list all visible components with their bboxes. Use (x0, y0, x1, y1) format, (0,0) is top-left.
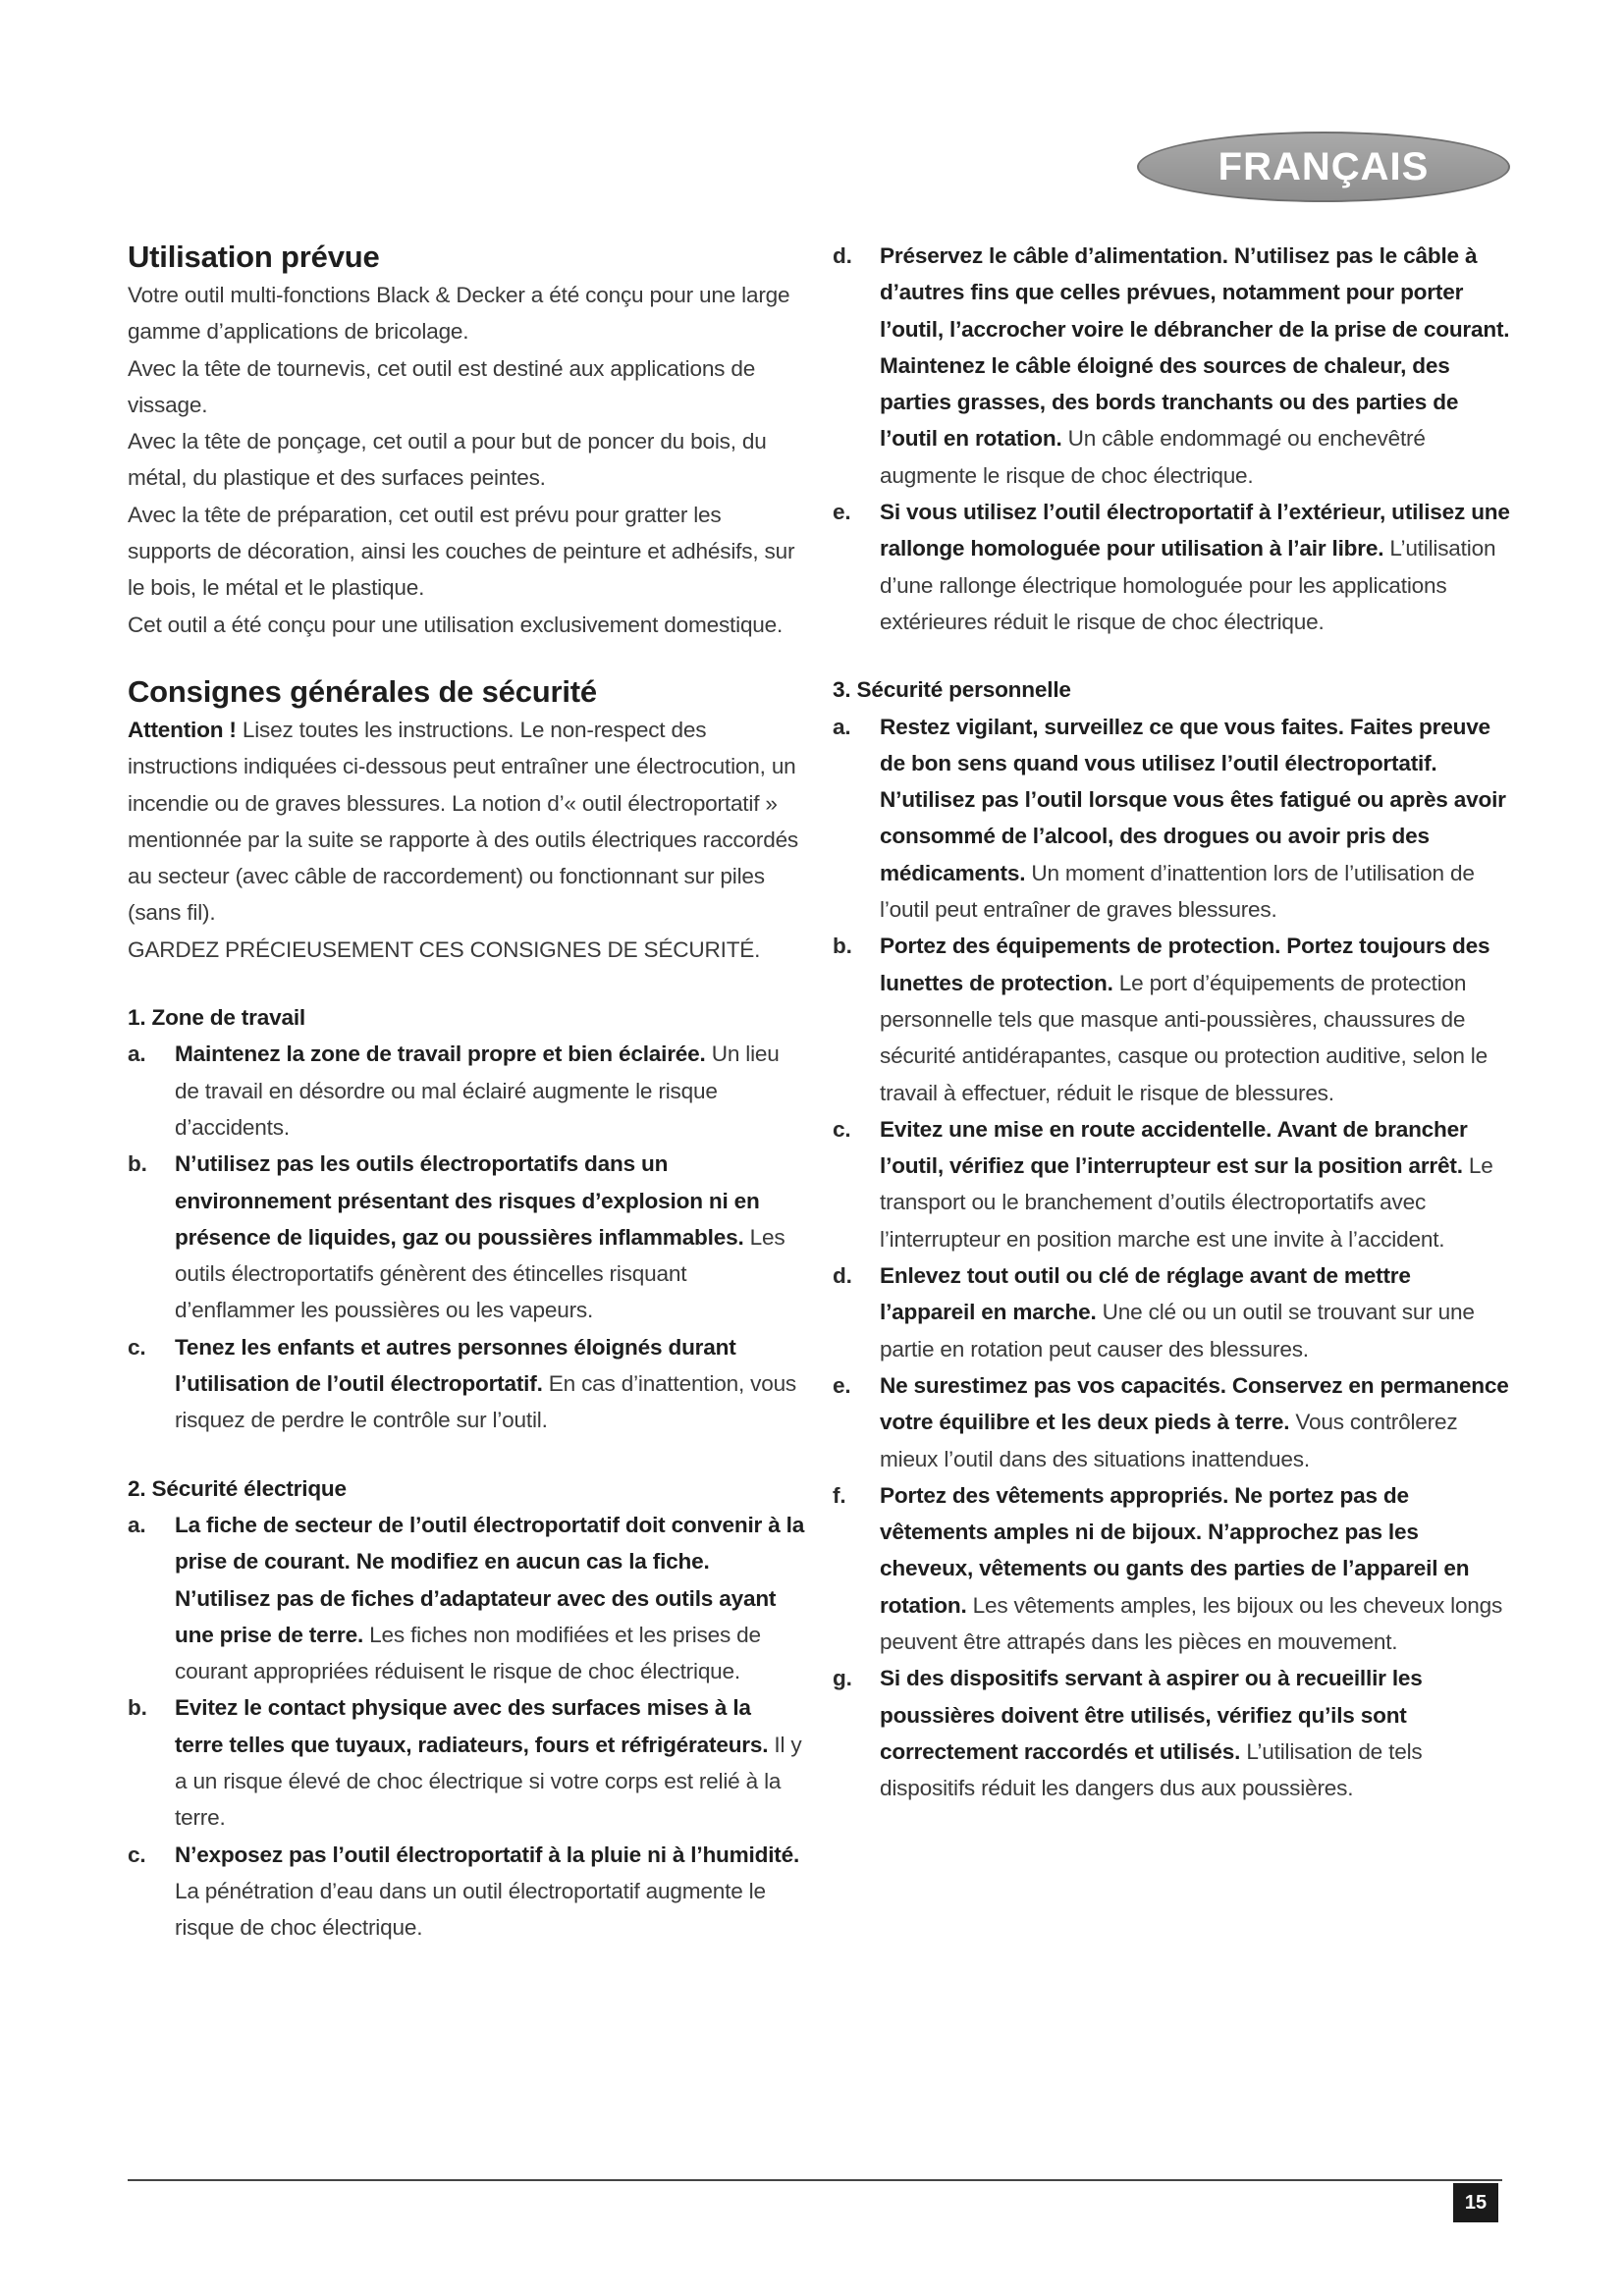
item-text: Les outils électroportatifs génèrent des étincelles risquant d’enflammer les poussières ou les vapeurs. (175, 1224, 785, 1323)
item-bold-text: Maintenez la zone de travail propre et bien éclairée. (175, 1041, 706, 1067)
item-bold-text: Si vous utilisez l’outil électroportatif à l’extérieur, utilisez une rallonge homologuée pour utilisation à l’air libre. (880, 500, 1510, 561)
list-item (833, 1477, 1510, 1660)
item-text: L’utilisation d’une rallonge électrique homologuée pour les applications extérieures réduit le risque de choc électrique. (880, 536, 1496, 634)
language-tab: FRANÇAIS (1137, 132, 1510, 202)
list-item (128, 1689, 805, 1836)
section-heading-personal: 3. Sécurité personnelle (833, 677, 1071, 703)
item-label: a. (128, 1512, 146, 1537)
list-item (833, 928, 1510, 1110)
item-label: f. (833, 1482, 846, 1508)
list-item (833, 1367, 1510, 1477)
list-item (128, 1329, 805, 1439)
intended-use-paragraph: Avec la tête de préparation, cet outil est prévu pour gratter les supports de décoration, ainsi les couches de peinture et adhésifs, sur le bois, le métal et le plastique. (128, 502, 795, 601)
item-label: c. (128, 1842, 146, 1867)
item-text: Vous contrôlerez mieux l’outil dans des situations inattendues. (880, 1410, 1458, 1471)
item-bold-text: Préservez le câble d’alimentation. N’utilisez pas le câble à d’autres fins que celles prévues, notamment pour porter l’outil, l’accrocher voire le débrancher de la prise de courant. Maintenez le câble éloigné des sources de chaleur, des parties grasses, des bords tranchants ou des parties de l’outil en rotation. (880, 243, 1510, 452)
item-bold-text: Restez vigilant, surveillez ce que vous faites. Faites preuve de bon sens quand vous utilisez l’outil électroportatif. N’utilisez pas l’outil lorsque vous êtes fatigué ou après avoir consommé de l’alcool, des drogues ou avoir pris des médicaments. (880, 714, 1506, 885)
list-item (833, 1257, 1510, 1367)
item-bold-text: Enlevez tout outil ou clé de réglage avant de mettre l’appareil en marche. (880, 1263, 1411, 1325)
list-item (128, 1837, 805, 1947)
item-bold-text: Tenez les enfants et autres personnes éloignés durant l’utilisation de l’outil électroportatif. (175, 1334, 736, 1397)
item-bold-text: Si des dispositifs servant à aspirer ou à recueillir les poussières doivent être utilisés, vérifiez qu’ils sont correctement raccordés et utilisés. (880, 1666, 1423, 1764)
item-bold-text: La fiche de secteur de l’outil électroportatif doit convenir à la prise de courant. Ne modifiez en aucun cas la fiche. N’utilisez pas de fiches d’adaptateur avec des outils ayant une prise de terre. (175, 1512, 805, 1647)
list-item (833, 709, 1510, 929)
intended-use-paragraph: Avec la tête de ponçage, cet outil a pour but de poncer du bois, du métal, du plastique et des surfaces peintes. (128, 429, 767, 491)
item-text: L’utilisation de tels dispositifs réduit les dangers dus aux poussières. (880, 1738, 1423, 1801)
item-text: Le transport ou le branchement d’outils électroportatifs avec l’interrupteur en position marche est une invite à l’accident. (880, 1153, 1493, 1252)
item-text: Un moment d’inattention lors de l’utilisation de l’outil peut entraîner de graves blessures. (880, 860, 1475, 923)
attention-label: Attention ! (128, 717, 237, 742)
footer-divider (128, 2179, 1502, 2181)
page-number: 15 (1453, 2183, 1498, 2222)
item-bold-text: Ne surestimez pas vos capacités. Conservez en permanence votre équilibre et les deux pieds à terre. (880, 1372, 1509, 1435)
section-heading-electrical: 2. Sécurité électrique (128, 1475, 347, 1501)
item-text: En cas d’inattention, vous risquez de perdre le contrôle sur l’outil. (175, 1371, 797, 1433)
item-text: Les vêtements amples, les bijoux ou les cheveux longs peuvent être attrapés dans les pièces en mouvement. (880, 1592, 1503, 1654)
item-text: Un câble endommagé ou enchevêtré augmente le risque de choc électrique. (880, 426, 1426, 488)
item-bold-text: Evitez le contact physique avec des surfaces mises à la terre telles que tuyaux, radiateurs, fours et réfrigérateurs. (175, 1695, 769, 1757)
item-text: Une clé ou un outil se trouvant sur une partie en rotation peut causer des blessures. (880, 1300, 1475, 1362)
item-label: b. (128, 1695, 147, 1721)
item-label: e. (833, 1372, 851, 1398)
general-safety-title: Consignes générales de sécurité (128, 673, 597, 709)
attention-paragraph (128, 712, 805, 932)
intended-use-paragraph: Avec la tête de tournevis, cet outil est destiné aux applications de vissage. (128, 355, 756, 417)
list-item (128, 1036, 805, 1146)
item-bold-text: Evitez une mise en route accidentelle. Avant de brancher l’outil, vérifiez que l’interrupteur est sur la position arrêt. (880, 1116, 1468, 1179)
item-text: La pénétration d’eau dans un outil électroportatif augmente le risque de choc électrique. (175, 1878, 766, 1941)
attention-text: Lisez toutes les instructions. Le non-respect des instructions indiquées ci-dessous peut entraîner une électrocution, un incendie ou de graves blessures. La notion d’« outil électroportatif » mentionnée par la suite se rapporte à des outils électriques raccordés au secteur (avec câble de raccordement) ou fonctionnant sur piles (sans fil). (128, 717, 799, 926)
list-item (128, 1146, 805, 1328)
item-bold-text: Portez des vêtements appropriés. Ne portez pas de vêtements amples ni de bijoux. N’approchez pas les cheveux, vêtements ou gants des parties de l’appareil en rotation. (880, 1482, 1470, 1618)
list-item (128, 1507, 805, 1689)
item-label: c. (128, 1334, 146, 1360)
section-heading-work-area: 1. Zone de travail (128, 1005, 305, 1031)
list-item (833, 494, 1510, 640)
item-bold-text: Portez des équipements de protection. Portez toujours des lunettes de protection. (880, 934, 1490, 995)
list-item (833, 1660, 1510, 1806)
item-label: a. (128, 1041, 146, 1067)
intended-use-title: Utilisation prévue (128, 240, 380, 274)
item-label: d. (833, 1263, 852, 1289)
item-label: c. (833, 1116, 851, 1142)
item-label: d. (833, 243, 852, 268)
item-label: e. (833, 500, 851, 525)
item-text: Le port d’équipements de protection personnelle tels que masque anti-poussières, chaussures de sécurité antidérapantes, casque ou protection auditive, selon le travail à effectuer, réduit le risque de blessures. (880, 970, 1488, 1105)
item-label: b. (128, 1151, 147, 1177)
list-item (833, 1111, 1510, 1257)
item-label: b. (833, 934, 852, 959)
keep-instructions-text: GARDEZ PRÉCIEUSEMENT CES CONSIGNES DE SÉCURITÉ. (128, 936, 761, 962)
item-bold-text: N’exposez pas l’outil électroportatif à la pluie ni à l’humidité. (175, 1842, 800, 1867)
item-bold-text: N’utilisez pas les outils électroportatifs dans un environnement présentant des risques d’explosion ni en présence de liquides, gaz ou poussières inflammables. (175, 1151, 760, 1250)
left-column (128, 238, 805, 1946)
list-item (833, 238, 1510, 494)
right-column (833, 238, 1510, 1806)
item-label: a. (833, 714, 851, 739)
item-text: Il y a un risque élevé de choc électrique si votre corps est relié à la terre. (175, 1732, 802, 1831)
item-text: Les fiches non modifiées et les prises de courant appropriées réduisent le risque de choc électrique. (175, 1622, 761, 1684)
intended-use-paragraph: Cet outil a été conçu pour une utilisation exclusivement domestique. (128, 612, 784, 637)
item-text: Un lieu de travail en désordre ou mal éclairé augmente le risque d’accidents. (175, 1041, 780, 1140)
item-label: g. (833, 1666, 852, 1691)
intended-use-paragraph: Votre outil multi-fonctions Black & Decker a été conçu pour une large gamme d’applications de bricolage. (128, 283, 790, 345)
